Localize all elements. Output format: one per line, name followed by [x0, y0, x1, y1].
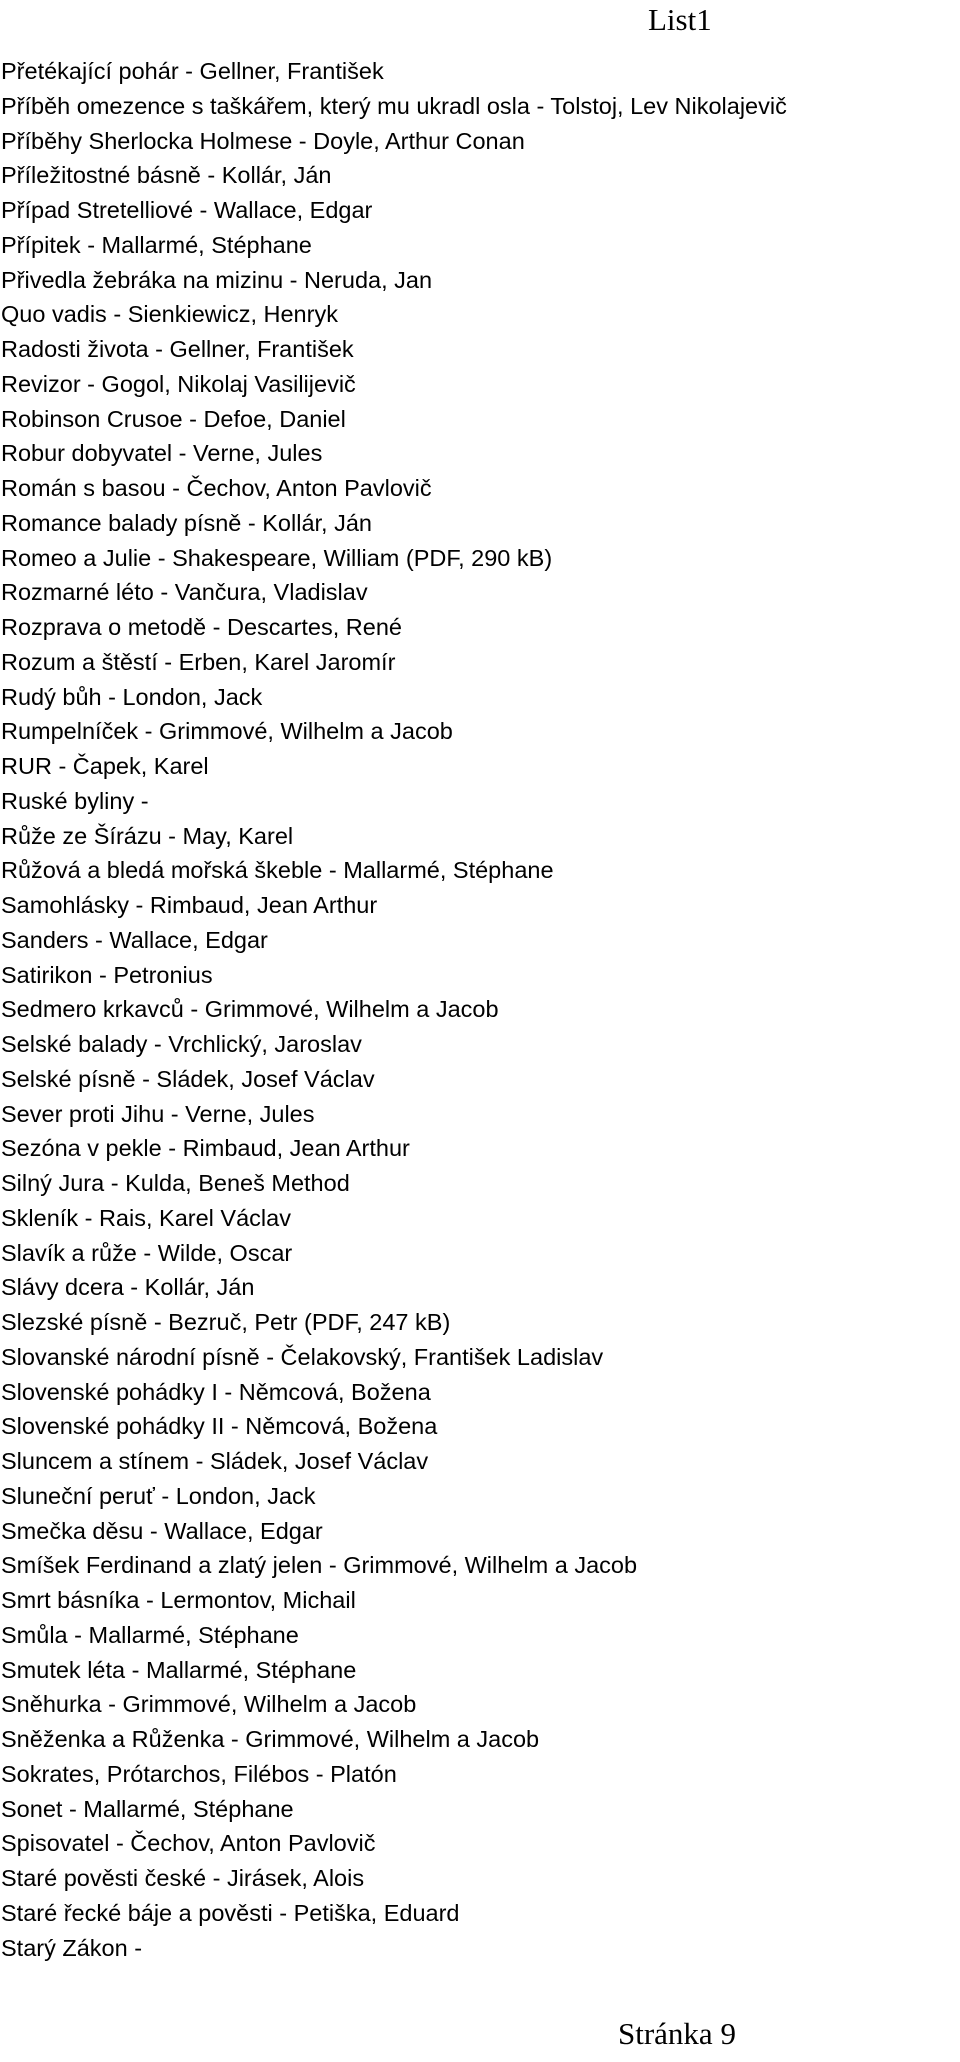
- list-item: Ruské byliny -: [1, 787, 149, 814]
- list-item: Romeo a Julie - Shakespeare, William (PDF, 290 kB): [1, 544, 553, 571]
- list-item: Rozprava o metodě - Descartes, René: [1, 614, 402, 640]
- list-item: Starý Zákon -: [1, 1934, 143, 1961]
- list-item: Satirikon - Petronius: [1, 961, 213, 988]
- list-item: Rudý bůh - London, Jack: [1, 683, 263, 710]
- list-item: Smíšek Ferdinand a zlatý jelen - Grimmové, Wilhelm a Jacob: [1, 1552, 638, 1579]
- list-item: Quo vadis - Sienkiewicz, Henryk: [1, 301, 338, 328]
- list-item: Slavík a růže - Wilde, Oscar: [1, 1239, 293, 1266]
- list-item: Sonet - Mallarmé, Stéphane: [1, 1795, 294, 1822]
- list-item: Sever proti Jihu - Verne, Jules: [1, 1100, 315, 1127]
- list-item: Sezóna v pekle - Rimbaud, Jean Arthur: [1, 1135, 410, 1162]
- list-item: RUR - Čapek, Karel: [1, 753, 209, 779]
- list-item: Sněhurka - Grimmové, Wilhelm a Jacob: [1, 1691, 417, 1718]
- list-item: Smečka děsu - Wallace, Edgar: [1, 1517, 323, 1544]
- list-item: Slovanské národní písně - Čelakovský, František Ladislav: [1, 1343, 604, 1370]
- list-item: Příležitostné básně - Kollár, Ján: [1, 162, 332, 189]
- list-item: Román s basou - Čechov, Anton Pavlovič: [1, 475, 432, 501]
- list-item: Sokrates, Prótarchos, Filébos - Platón: [1, 1760, 397, 1787]
- list-item: Příběhy Sherlocka Holmese - Doyle, Arthur Conan: [1, 127, 525, 154]
- list-item: Příběh omezence s taškářem, který mu ukradl osla - Tolstoj, Lev Nikolajevič: [1, 92, 787, 119]
- list-item: Silný Jura - Kulda, Beneš Method: [1, 1170, 350, 1196]
- list-item: Romance balady písně - Kollár, Ján: [1, 509, 372, 536]
- list-item: Samohlásky - Rimbaud, Jean Arthur: [1, 892, 378, 918]
- list-item: Růžová a bledá mořská škeble - Mallarmé, Stéphane: [1, 857, 554, 884]
- list-item: Smrt básníka - Lermontov, Michail: [1, 1587, 356, 1613]
- list-item: Staré řecké báje a pověsti - Petiška, Eduard: [1, 1899, 460, 1926]
- list-item: Rozum a štěstí - Erben, Karel Jaromír: [1, 648, 396, 675]
- list-item: Robinson Crusoe - Defoe, Daniel: [1, 405, 346, 432]
- list-item: Skleník - Rais, Karel Václav: [1, 1204, 291, 1231]
- list-item: Přivedla žebráka na mizinu - Neruda, Jan: [1, 266, 433, 293]
- list-item: Případ Stretelliové - Wallace, Edgar: [1, 197, 373, 223]
- list-item: Sněženka a Růženka - Grimmové, Wilhelm a Jacob: [1, 1726, 540, 1752]
- list-item: Smůla - Mallarmé, Stéphane: [1, 1621, 299, 1648]
- list-item: Růže ze Šírázu - May, Karel: [1, 822, 294, 849]
- list-item: Spisovatel - Čechov, Anton Pavlovič: [1, 1830, 376, 1857]
- book-list: [1, 54, 787, 1965]
- list-item: Slovenské pohádky II - Němcová, Božena: [1, 1413, 438, 1440]
- list-item: Slávy dcera - Kollár, Ján: [1, 1274, 255, 1301]
- list-item: Staré pověsti české - Jirásek, Alois: [1, 1865, 365, 1891]
- list-item: Selské písně - Sládek, Josef Václav: [1, 1065, 375, 1092]
- list-item: Sanders - Wallace, Edgar: [1, 926, 268, 953]
- list-item: Přetékající pohár - Gellner, František: [1, 58, 384, 84]
- list-item: Selské balady - Vrchlický, Jaroslav: [1, 1031, 362, 1057]
- list-item: Sluneční peruť - London, Jack: [1, 1482, 316, 1509]
- list-item: Slezské písně - Bezruč, Petr (PDF, 247 kB): [1, 1309, 451, 1335]
- list-item: Radosti života - Gellner, František: [1, 336, 354, 362]
- list-item: Přípitek - Mallarmé, Stéphane: [1, 231, 312, 258]
- list-item: Rozmarné léto - Vančura, Vladislav: [1, 579, 368, 606]
- list-item: Smutek léta - Mallarmé, Stéphane: [1, 1656, 357, 1683]
- list-item: Revizor - Gogol, Nikolaj Vasilijevič: [1, 370, 356, 397]
- list-item: Sedmero krkavců - Grimmové, Wilhelm a Jacob: [1, 996, 499, 1023]
- sheet-title: List1: [648, 2, 712, 37]
- list-item: Sluncem a stínem - Sládek, Josef Václav: [1, 1448, 429, 1474]
- list-item: Rumpelníček - Grimmové, Wilhelm a Jacob: [1, 718, 453, 745]
- list-item: Robur dobyvatel - Verne, Jules: [1, 440, 323, 467]
- list-item: Slovenské pohádky I - Němcová, Božena: [1, 1378, 431, 1405]
- page-number: Stránka 9: [618, 2016, 736, 2051]
